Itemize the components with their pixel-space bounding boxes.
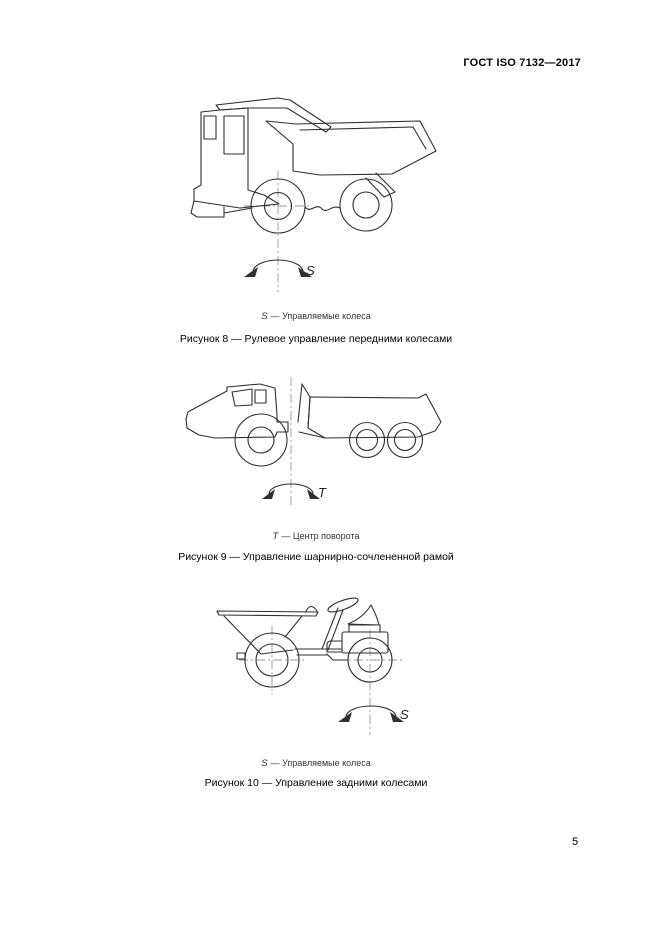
truck-body [191,98,436,217]
legend-text: — Управляемые колеса [270,758,371,768]
document-code: ГОСТ ISO 7132—2017 [463,57,581,69]
figure-9-caption: Рисунок 9 — Управление шарнирно-сочлененной рамой [178,551,454,563]
rotation-axis-symbol [244,260,315,278]
tractor-unit [186,384,288,466]
figure-10-caption: Рисунок 10 — Управление задними колесами [204,777,428,789]
trailer-unit [298,384,441,458]
axis-label-t: T [318,485,326,500]
figure-8-drawing [180,95,450,295]
figure-9-drawing [185,375,455,510]
figure-9-legend [0,531,632,542]
legend-symbol: S [261,311,268,322]
rotation-axis-symbol [338,706,409,722]
axis-label-s: S [400,707,409,722]
figure-10-drawing [215,592,460,737]
legend-symbol: S [261,758,268,769]
figure-8-legend [0,311,632,322]
figure-10-legend [0,758,632,769]
rotation-axis-symbol [262,484,327,500]
wheels [251,179,392,233]
legend-text: — Центр поворота [281,531,360,541]
legend-text: — Управляемые колеса [270,311,371,321]
page-number: 5 [572,836,579,848]
axis-label-s: S [306,263,315,278]
legend-symbol: T [272,531,279,542]
figure-8-caption: Рисунок 8 — Рулевое управление передними колесами [179,333,453,345]
